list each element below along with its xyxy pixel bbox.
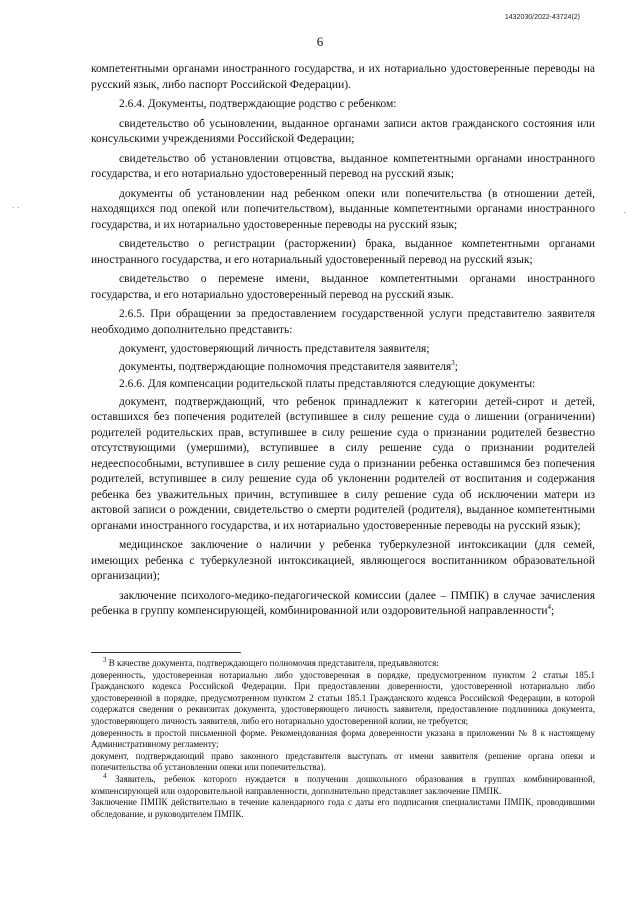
paragraph: медицинское заключение о наличии у ребенка туберкулезной интоксикации (для семей, имеющих ребенка с туберкулезной интоксикацией, являющегося воспитанником образовательной организации);	[91, 539, 595, 582]
paragraph-text: заключение психолого-медико-педагогической комиссии (далее – ПМПК) в случае зачисления ребенка в группу компенсирующей, комбинированной или оздоровительной направленности	[91, 589, 595, 617]
footnote-text: доверенность в простой письменной форме. Рекомендованная форма доверенности указана в приложении № 8 к настоящему Административному регламенту;	[91, 727, 595, 750]
footnote-mark: 3	[103, 656, 107, 664]
paragraph: свидетельство об усыновлении, выданное органами записи актов гражданского состояния или консульскими учреждениями Российской Федерации;	[91, 117, 595, 145]
page-number: 6	[316, 34, 324, 49]
paragraph	[91, 360, 595, 376]
paragraph: 2.6.6. Для компенсации родительской платы представляются следующие документы:	[119, 378, 536, 390]
footnote-text: доверенность, удостоверенная нотариально либо удостоверенная в порядке, предусмотренном пунктом 2 статьи 185.1 Гражданского кодекса Российской Федерации. При предоставлении доверенности, удостоверенной нотариально либо удостоверенной в порядке, предусмотренном пунктом 2 статьи 185.1 Гражданского кодекса Российской Федерации, в которой содержатся сведения о реквизитах документа, удостоверяющего личность заявителя, предоставление подлинника документа, удостоверяющего личность заявителя, либо его нотариально удостоверенной копии, не требуется;	[91, 669, 595, 726]
paragraph	[91, 589, 595, 620]
paragraph: 2.6.5. При обращении за предоставлением государственной услуги представителю заявителя необходимо дополнительно представить:	[91, 308, 595, 336]
paragraph: свидетельство о перемене имени, выданное компетентными органами иностранного государства, и его нотариально удостоверенный перевод на русский язык.	[91, 273, 595, 301]
footnote	[91, 771, 596, 797]
footnote-mark: 4	[103, 771, 107, 780]
footnotes	[91, 658, 595, 820]
paragraph-end: ;	[454, 360, 458, 373]
paragraph: компетентными органами иностранного государства, и их нотариально удостоверенные переводы на русский язык, либо паспорт Российской Федерации).	[91, 63, 595, 91]
footnote-text: Заключение ПМПК действительно в течение календарного года с даты его подписания специалистами ПМПК, проводившими обследование, и руководителем ПМПК.	[91, 797, 595, 819]
footnote	[91, 658, 595, 670]
document-number: 1432030/2022-43724(2)	[504, 14, 580, 21]
paragraph: документ, подтверждающий, что ребенок принадлежит к категории детей-сирот и детей, оставшихся без попечения родителей (вступившее в силу решение суда о лишении (ограничении) родителей родительских прав, вступившее в силу решение суда о признании родителей безвестно отсутствующими (умершими), вступившее в силу решение суда о признании родителей недееспособными, вступившее в силу решение суда о признании ребенка оставшимся без попечения родителей, вступившее в силу решение суда об уклонении родителей от воспитания и содержания ребенка без уважительных причин, вступившее в силу решение суда об исключении матери из актовой записи о рождении, свидетельство о смерти родителей (родителя), выданное компетентными органами иностранного государства, и их нотариально удостоверенные переводы на русский язык);	[91, 395, 595, 532]
footnote-text: Заявитель, ребенок которого нуждается в получении дошкольного образования в группах комбинированной, компенсирующей или оздоровительной направленности, дополнительно представляет заключение ПМПК.	[91, 773, 596, 796]
paragraph: документ, удостоверяющий личность представителя заявителя;	[119, 343, 430, 355]
footnote-separator	[91, 652, 241, 653]
margin-mark-left: . .	[12, 200, 20, 210]
footnote-text: документ, подтверждающий право законного представителя выступать от имени заявителя (решение органа опеки и попечительства об установлении опеки или попечительства).	[91, 750, 595, 773]
paragraph-text: документы, подтверждающие полномочия представителя заявителя	[119, 360, 452, 373]
footnote-ref: 4	[547, 603, 551, 612]
paragraph: свидетельство о регистрации (расторжении) брака, выданное компетентными органами иностранного государства, и его нотариальный удостоверенный перевод на русский язык;	[91, 238, 595, 266]
paragraph-end: ;	[551, 605, 555, 617]
footnote-text: В качестве документа, подтверждающего полномочия представителя, предъявляются:	[108, 658, 439, 668]
margin-mark-right: .	[623, 205, 626, 215]
document-body	[91, 62, 595, 624]
paragraph: документы об установлении над ребенком опеки или попечительства (в отношении детей, находящихся под опекой или попечительством), выданные компетентными органами иностранного государства, и их нотариально удостоверенные переводы на русский язык;	[91, 187, 595, 231]
footnote-ref: 3	[451, 358, 455, 367]
paragraph: 2.6.4. Документы, подтверждающие родство с ребенком:	[119, 98, 397, 110]
paragraph: свидетельство об установлении отцовства, выданное компетентными органами иностранного государства, и его нотариально удостоверенный перевод на русский язык;	[91, 152, 595, 180]
